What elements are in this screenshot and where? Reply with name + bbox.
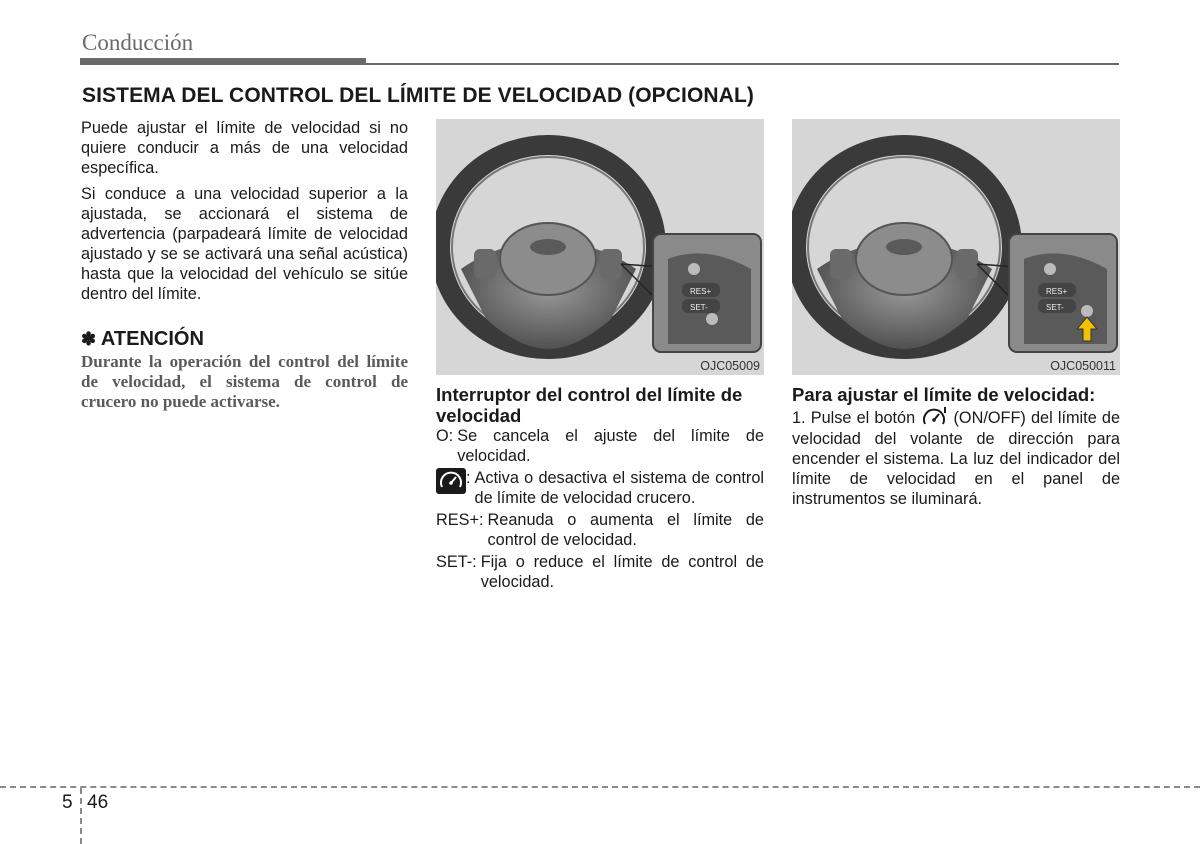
list-item	[436, 510, 764, 550]
adjust-section-title: Para ajustar el límite de velocidad:	[792, 384, 1096, 405]
item-label: O:	[436, 427, 454, 445]
steering-wheel-illustration	[792, 119, 1120, 375]
steering-wheel-illustration	[436, 119, 764, 375]
figure-code: OJC050011	[1050, 359, 1116, 373]
header-rule-thick	[80, 58, 366, 65]
footer-rule	[0, 786, 1200, 788]
list-item	[436, 552, 764, 592]
figure-code: OJC05009	[700, 359, 760, 373]
attention-label: ATENCIÓN	[100, 328, 204, 350]
list-item	[436, 468, 764, 508]
step-prefix: 1. Pulse el botón	[792, 409, 916, 427]
attention-body: Durante la operación del control del límite de velocidad, el sistema de control de crucero no puede activarse.	[81, 352, 408, 411]
adjust-step-1	[792, 405, 1120, 509]
section-label: Conducción	[82, 30, 194, 55]
switch-column	[436, 384, 764, 594]
item-label: SET-:	[436, 553, 477, 571]
speed-limiter-icon	[920, 405, 948, 429]
figure-adjust-limit	[792, 119, 1120, 375]
item-text: Fija o reduce el límite de control de velocidad.	[480, 553, 764, 591]
asterisk-icon: ✽	[81, 329, 97, 349]
chapter-number: 5	[62, 792, 73, 813]
list-item	[436, 426, 764, 466]
item-text: Reanuda o aumenta el límite de control de velocidad.	[487, 511, 764, 549]
item-text: Activa o desactiva el sistema de control de límite de velocidad crucero.	[474, 469, 764, 507]
res-button-label: RES+	[1046, 287, 1068, 296]
res-button-label: RES+	[690, 287, 712, 296]
figure-steering-switch	[436, 119, 764, 375]
header-rule-thin	[366, 63, 1119, 65]
set-button-label: SET-	[1046, 303, 1064, 312]
speed-limiter-icon	[436, 468, 466, 494]
page-number: 46	[87, 792, 109, 813]
item-label: RES+:	[436, 511, 484, 529]
item-label: :	[466, 469, 471, 487]
footer-divider	[80, 788, 82, 844]
intro-column	[81, 118, 408, 412]
intro-paragraph-2: Si conduce a una velocidad superior a la ajustada, se accionará el sistema de advertencia (parpadeará límite de velocidad ajustado y se se activará una señal acústica) hasta que la velocidad del vehículo se sitúe dentro del límite.	[81, 185, 408, 303]
adjust-column	[792, 384, 1120, 509]
intro-paragraph-1: Puede ajustar el límite de velocidad si no quiere conducir a más de una velocidad específica.	[81, 119, 408, 177]
page-title: SISTEMA DEL CONTROL DEL LÍMITE DE VELOCIDAD (OPCIONAL)	[82, 84, 754, 107]
switch-section-title: Interruptor del control del límite de velocidad	[436, 384, 743, 426]
attention-heading	[81, 326, 408, 352]
set-button-label: SET-	[690, 303, 708, 312]
item-text: Se cancela el ajuste del límite de velocidad.	[457, 427, 764, 465]
step-text: (ON/OFF) del límite de velocidad del volante de dirección para encender el sistema. La luz del indicador del límite de velocidad en el panel de instrumentos se iluminará.	[792, 409, 1121, 508]
